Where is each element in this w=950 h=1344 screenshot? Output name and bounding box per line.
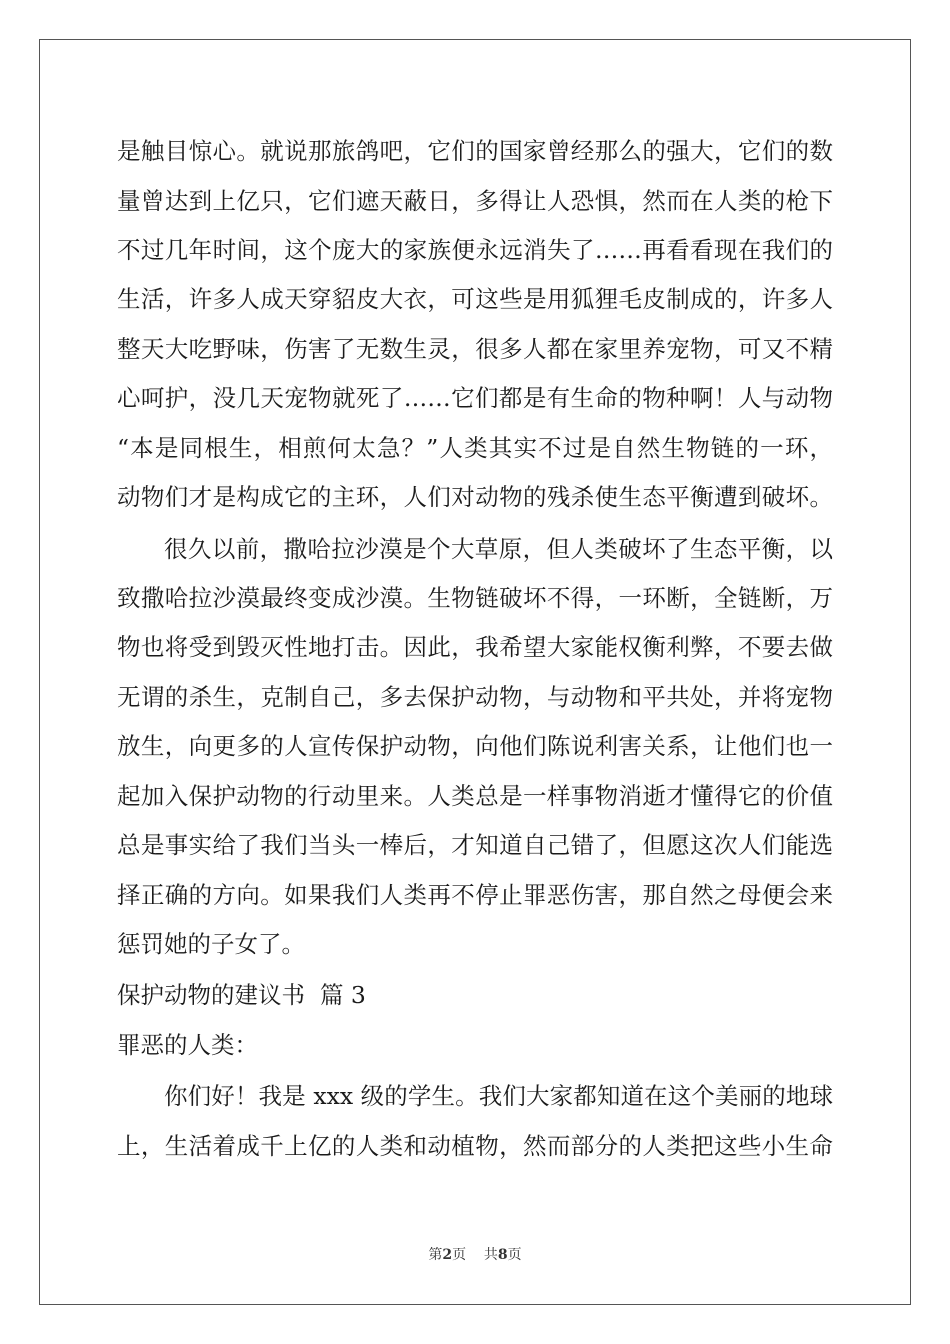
body-line: 致撒哈拉沙漠最终变成沙漠。生物链破坏不得，一环断，全链断，万: [117, 584, 833, 612]
page-border: [39, 39, 911, 1305]
body-line: 物也将受到毁灭性地打击。因此，我希望大家能权衡利弊，不要去做: [117, 633, 833, 661]
body-line: 放生，向更多的人宣传保护动物，向他们陈说利害关系，让他们也一: [117, 732, 833, 760]
section-title: 保护动物的建议书 篇 3: [117, 981, 366, 1009]
current-page-number: 2: [442, 1247, 453, 1263]
page-footer: [0, 1244, 950, 1264]
body-line: 很久以前，撒哈拉沙漠是个大草原，但人类破坏了生态平衡，以: [164, 535, 833, 563]
total-page-count: 8: [497, 1247, 508, 1263]
body-line: 动物们才是构成它的主环，人们对动物的残杀使生态平衡遭到破坏。: [117, 483, 833, 511]
salutation: 罪恶的人类：: [117, 1031, 258, 1059]
body-line: 生活，许多人成天穿貂皮大衣，可这些是用狐狸毛皮制成的，许多人: [117, 285, 833, 313]
body-line: 是触目惊心。就说那旅鸽吧，它们的国家曾经那么的强大，它们的数: [117, 137, 833, 165]
body-line: 择正确的方向。如果我们人类再不停止罪恶伤害，那自然之母便会来: [117, 881, 833, 909]
body-line: 无谓的杀生，克制自己，多去保护动物，与动物和平共处，并将宠物: [117, 683, 833, 711]
body-line: 整天大吃野味，伤害了无数生灵，很多人都在家里养宠物，可又不精: [117, 335, 833, 363]
body-line: 不过几年时间，这个庞大的家族便永远消失了……再看看现在我们的: [117, 236, 833, 264]
body-line: 心呵护，没几天宠物就死了……它们都是有生命的物种啊！人与动物: [117, 384, 833, 412]
footer-mid: 页 共: [452, 1247, 498, 1263]
body-line: 总是事实给了我们当头一棒后，才知道自己错了，但愿这次人们能选: [117, 831, 833, 859]
footer-suffix: 页: [507, 1247, 522, 1263]
body-line: 上，生活着成千上亿的人类和动植物，然而部分的人类把这些小生命: [117, 1132, 833, 1160]
footer-prefix: 第: [428, 1247, 443, 1263]
body-line: 你们好！我是 xxx 级的学生。我们大家都知道在这个美丽的地球: [164, 1082, 833, 1110]
body-line: 量曾达到上亿只，它们遮天蔽日，多得让人恐惧，然而在人类的枪下: [117, 187, 833, 215]
body-line: “本是同根生，相煎何太急？”人类其实不过是自然生物链的一环，: [117, 434, 833, 462]
body-line: 惩罚她的子女了。: [117, 930, 305, 958]
body-line: 起加入保护动物的行动里来。人类总是一样事物消逝才懂得它的价值: [117, 782, 833, 810]
